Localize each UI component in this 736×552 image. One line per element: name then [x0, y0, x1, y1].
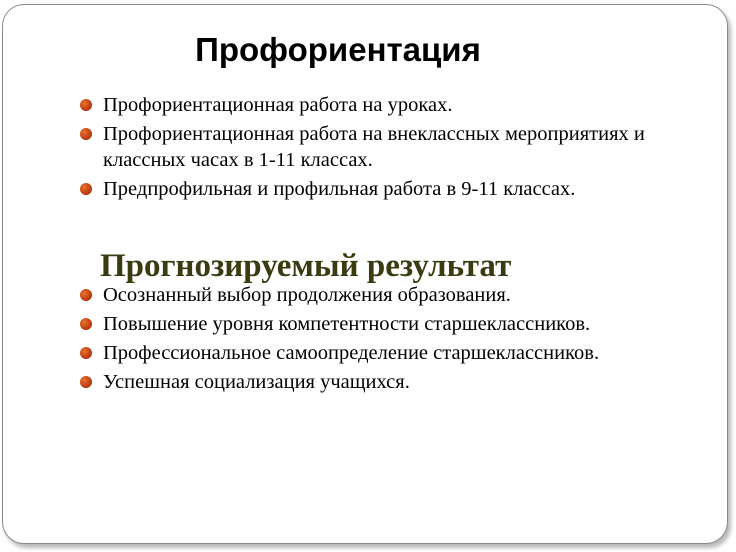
- list-item-text: Профессиональное самоопределение старшеклассников.: [103, 342, 600, 364]
- list-item: [0, 369, 703, 395]
- list-item-text: Осознанный выбор продолжения образования.: [103, 284, 511, 306]
- round-bullet-icon: [80, 376, 92, 388]
- slide-title: Профориентация: [195, 31, 481, 68]
- round-bullet-icon: [80, 99, 92, 111]
- list-item: [0, 340, 703, 366]
- round-bullet-icon: [80, 183, 92, 195]
- round-bullet-icon: [80, 347, 92, 359]
- list-item-text: Успешная социализация учащихся.: [103, 371, 410, 393]
- round-bullet-icon: [80, 318, 92, 330]
- list-item-text: Профориентационная работа на уроках.: [103, 94, 453, 116]
- list-item-text: Предпрофильная и профильная работа в 9-11 классах.: [103, 178, 576, 200]
- round-bullet-icon: [80, 289, 92, 301]
- list-item: [0, 121, 703, 173]
- round-bullet-icon: [80, 128, 92, 140]
- list-item-text: Профориентационная работа на внеклассных мероприятиях и классных часах в 1-11 классах.: [103, 123, 645, 171]
- result-heading: Прогнозируемый результат: [100, 248, 512, 284]
- list-item-text: Повышение уровня компетентности старшеклассников.: [103, 313, 591, 335]
- list-item: [0, 176, 703, 202]
- list-item: [0, 92, 703, 118]
- work-list: [0, 92, 703, 205]
- result-list: [0, 282, 703, 398]
- list-item: [0, 311, 703, 337]
